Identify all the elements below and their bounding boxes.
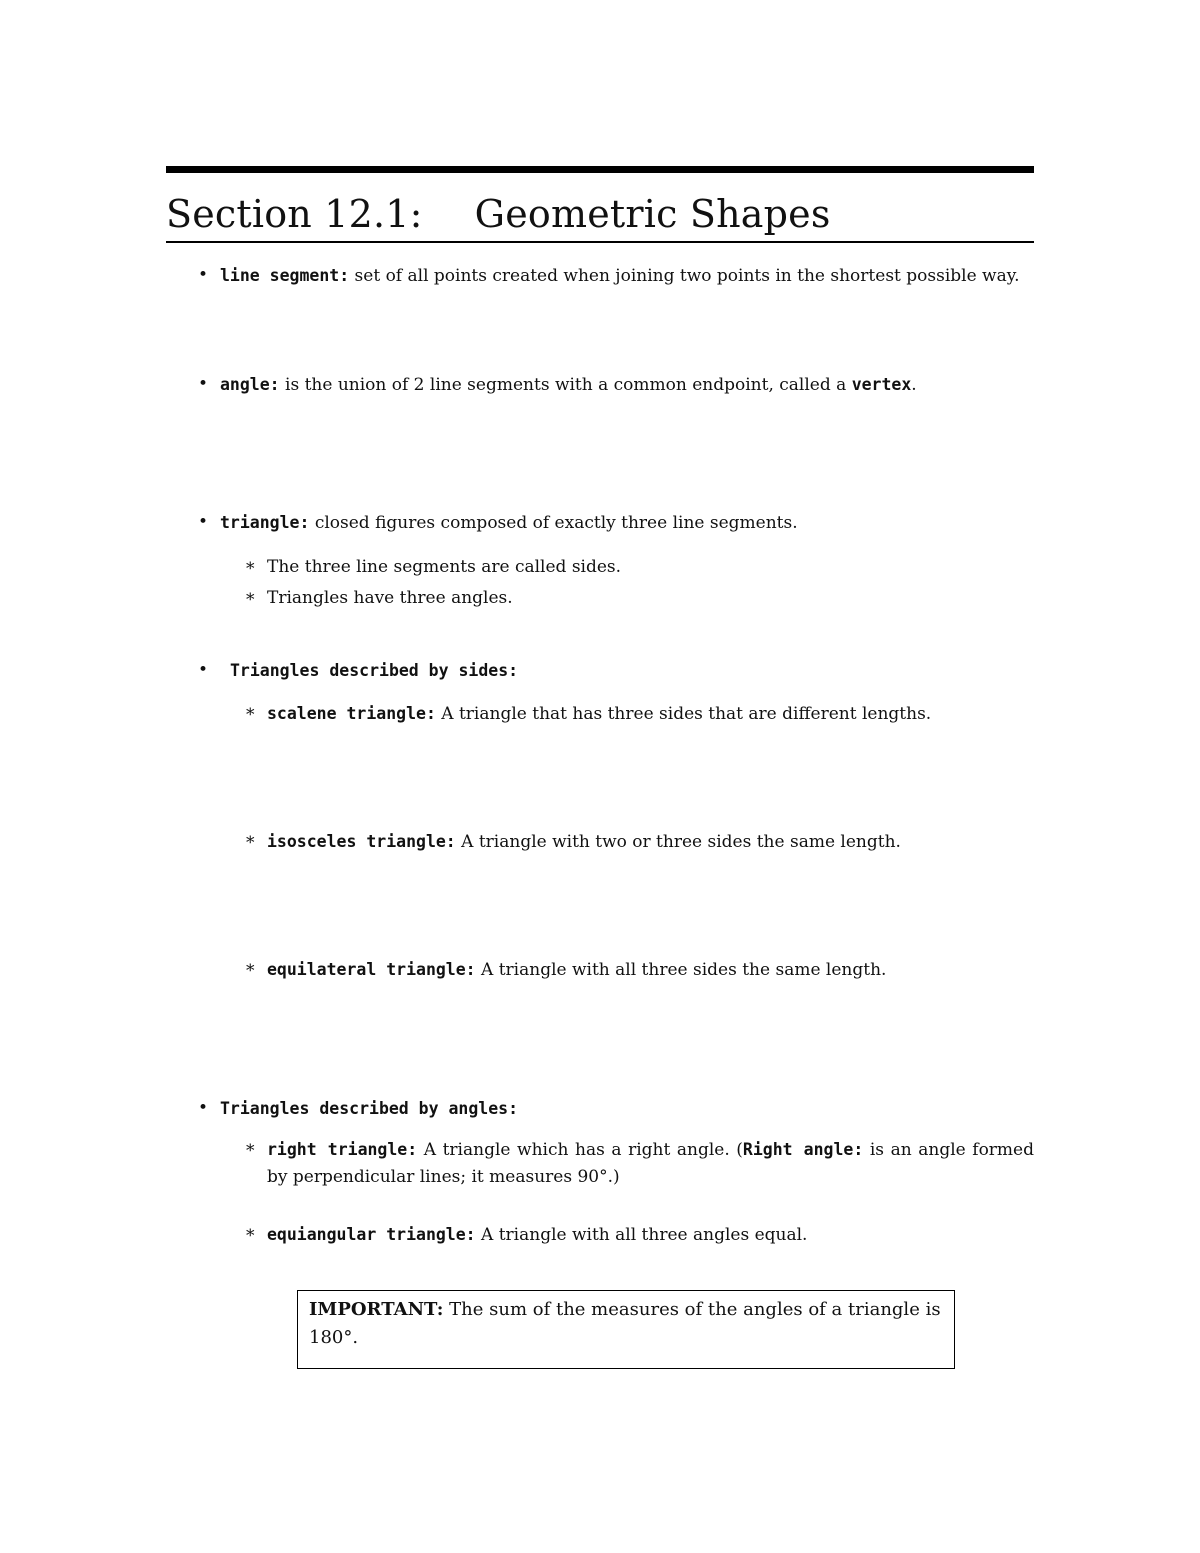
sub-marker: * — [246, 1141, 255, 1161]
important-body: The sum of the measures of the angles of a triangle is 180°. — [309, 1299, 941, 1348]
definition-scalene — [267, 700, 931, 728]
period: . — [911, 375, 917, 395]
definition-text: is the union of 2 line segments with a common endpoint, called a — [285, 375, 847, 395]
sub-marker: * — [246, 833, 255, 853]
term-isosceles: isosceles triangle: — [267, 832, 456, 851]
top-rule — [166, 166, 1034, 173]
definition-isosceles — [267, 828, 901, 856]
term-triangle: triangle: — [220, 513, 310, 532]
sub-marker: * — [246, 705, 255, 725]
term-vertex: vertex — [851, 375, 912, 394]
definition-equilateral — [267, 956, 886, 984]
sub-marker: * — [246, 1226, 255, 1246]
term-scalene: scalene triangle: — [267, 704, 436, 723]
heading-by-angles-text: Triangles described by angles: — [220, 1099, 519, 1118]
section-title: Geometric Shapes — [474, 192, 831, 236]
definition-line-segment — [220, 262, 1034, 290]
definition-text: set of all points created when joining two points in the shortest possible way. — [354, 266, 1020, 286]
bullet-marker: • — [198, 1098, 209, 1118]
heading-by-sides — [230, 657, 518, 685]
term-line-segment: line segment: — [220, 266, 350, 285]
bullet-marker: • — [198, 512, 209, 532]
definition-text: closed figures composed of exactly three line segments. — [314, 513, 798, 533]
term-equiangular: equiangular triangle: — [267, 1225, 476, 1244]
definition-right-triangle — [267, 1136, 1034, 1191]
term-right-triangle: right triangle: — [267, 1140, 418, 1159]
title-underline — [166, 241, 1034, 243]
definition-text: A triangle that has three sides that are different lengths. — [441, 704, 932, 724]
definition-text: is an angle formed by perpendicular lines; it measures 90°.) — [267, 1140, 1034, 1187]
heading-by-angles — [220, 1095, 518, 1123]
definition-triangle — [220, 509, 798, 537]
sub-marker: * — [246, 590, 255, 610]
term-right-angle: Right angle: — [742, 1140, 864, 1159]
important-text — [309, 1296, 949, 1352]
definition-text: A triangle which has a right angle. ( — [423, 1140, 743, 1160]
important-label: IMPORTANT: — [309, 1299, 444, 1320]
definition-equiangular — [267, 1221, 807, 1249]
definition-text: A triangle with all three angles equal. — [481, 1225, 808, 1245]
section-number: Section 12.1: — [166, 192, 423, 236]
definition-text: A triangle with all three sides the same length. — [481, 960, 887, 980]
page-title — [166, 192, 831, 236]
term-equilateral: equilateral triangle: — [267, 960, 476, 979]
important-box — [297, 1290, 955, 1369]
definition-angle — [220, 371, 917, 399]
triangle-fact-sides: The three line segments are called sides. — [267, 557, 622, 577]
bullet-marker: • — [198, 265, 209, 285]
bullet-marker: • — [198, 374, 209, 394]
triangle-fact-angles: Triangles have three angles. — [267, 588, 513, 608]
sub-marker: * — [246, 559, 255, 579]
heading-by-sides-text: Triangles described by sides: — [230, 661, 519, 680]
definition-text: A triangle with two or three sides the same length. — [461, 832, 901, 852]
bullet-marker: • — [198, 660, 209, 680]
sub-marker: * — [246, 961, 255, 981]
term-angle: angle: — [220, 375, 280, 394]
